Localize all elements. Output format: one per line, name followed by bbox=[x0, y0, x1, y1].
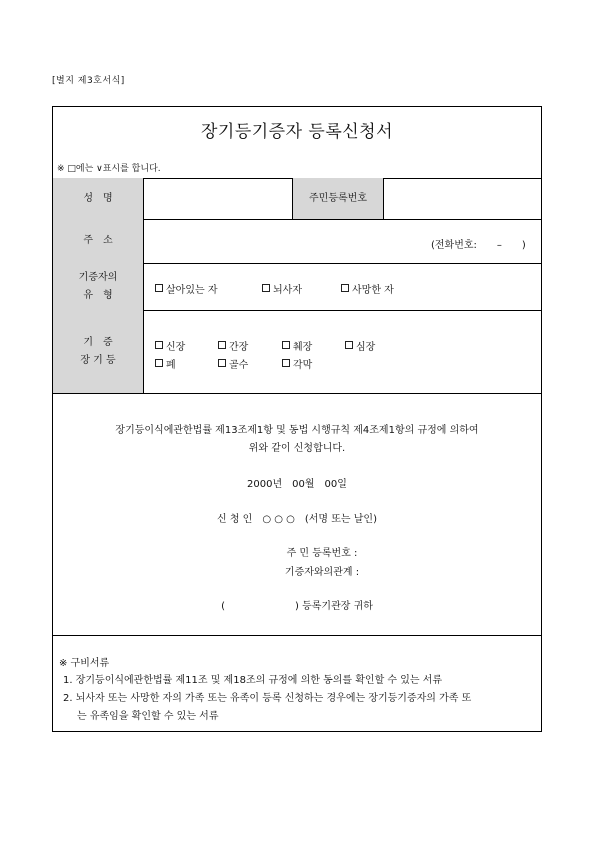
required-document-1: 1. 장기등이식에관한법률 제11조 및 제18조의 규정에 의한 동의를 확인할 수 있는 서류 bbox=[63, 675, 443, 686]
organ-heart-checkbox[interactable]: 심장 bbox=[345, 338, 375, 353]
organ-cornea-checkbox[interactable]: 각막 bbox=[282, 356, 312, 371]
applicant-signature: 신 청 인 ○ ○ ○ (서명 또는 날인) bbox=[217, 514, 377, 525]
applicant-resident-number: 주 민 등록번호 : bbox=[286, 548, 358, 559]
organ-liver-checkbox[interactable]: 간장 bbox=[218, 338, 248, 353]
form-title: 장기등기증자 등록신청서 bbox=[200, 122, 394, 142]
addressee: ( ) 등록기관장 귀하 bbox=[221, 601, 373, 612]
donor-type-braindead-checkbox[interactable]: 뇌사자 bbox=[262, 281, 302, 296]
organ-kidney-checkbox[interactable]: 신장 bbox=[155, 338, 185, 353]
resident-number-label: 주민등록번호 bbox=[293, 178, 384, 219]
row-divider bbox=[53, 635, 541, 636]
organ-label: 기 증 장 기 등 bbox=[53, 310, 144, 393]
organ-lung-checkbox[interactable]: 폐 bbox=[155, 356, 176, 371]
row-divider bbox=[53, 393, 541, 394]
donor-type-deceased-checkbox[interactable]: 사망한 자 bbox=[341, 281, 394, 296]
cell-divider bbox=[383, 178, 384, 219]
required-document-2-continued: 는 유족임을 확인할 수 있는 서류 bbox=[77, 711, 219, 722]
donor-type-label: 기증자의 유 형 bbox=[53, 263, 144, 310]
required-document-2: 2. 뇌사자 또는 사망한 자의 가족 또는 유족이 등록 신청하는 경우에는 장기등기증자의 가족 또 bbox=[63, 693, 472, 704]
required-documents-heading: ※ 구비서류 bbox=[59, 658, 110, 669]
form-number-label: [별지 제3호서식] bbox=[52, 76, 125, 86]
application-date: 2000년 00월 00일 bbox=[247, 479, 347, 490]
relation-to-donor: 기증자와의관계 : bbox=[284, 567, 360, 578]
form-frame bbox=[52, 106, 542, 732]
instruction-text: ※ □에는 ∨표시를 합니다. bbox=[57, 164, 161, 174]
phone-number-field: (전화번호: – ) bbox=[431, 240, 526, 251]
declaration-line-1: 장기등이식에관한법률 제13조제1항 및 동법 시행규칙 제4조제1항의 규정에 의하여 bbox=[115, 425, 479, 436]
organ-bone-marrow-checkbox[interactable]: 골수 bbox=[218, 356, 248, 371]
organ-pancreas-checkbox[interactable]: 췌장 bbox=[282, 338, 312, 353]
address-label: 주 소 bbox=[53, 219, 144, 263]
declaration-line-2: 위와 같이 신청합니다. bbox=[248, 443, 346, 454]
name-label: 성 명 bbox=[53, 178, 144, 219]
donor-type-living-checkbox[interactable]: 살아있는 자 bbox=[155, 281, 217, 296]
